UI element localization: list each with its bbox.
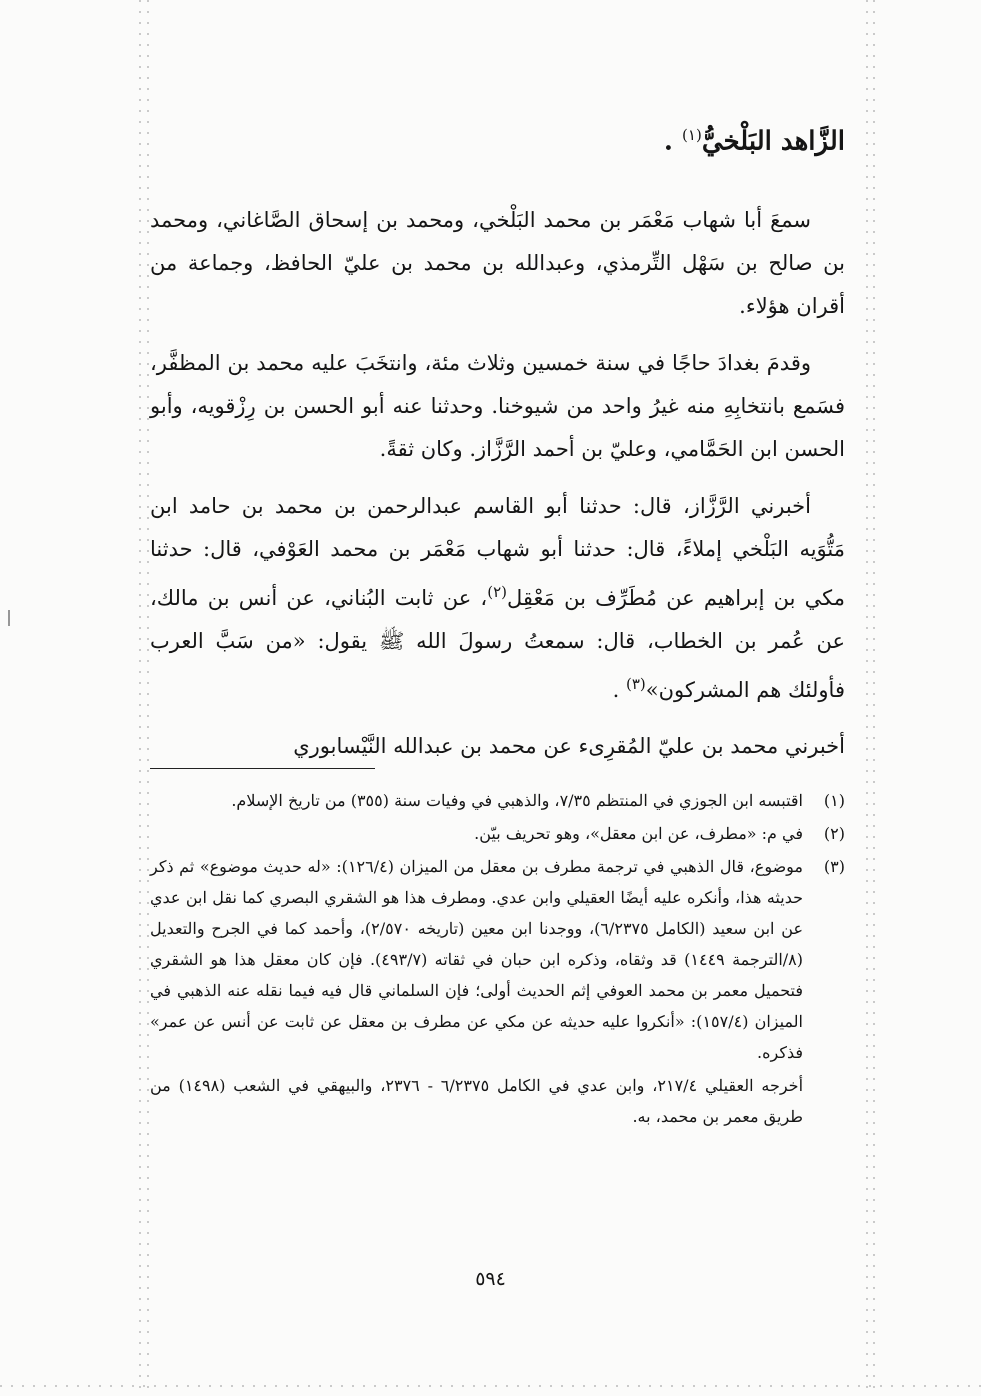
heading-tail: . <box>663 126 683 157</box>
book-page <box>150 118 845 1132</box>
catchword-line: أخبرني محمد بن عليّ المُقرِىء عن محمد بن عبدالله النَّيْسابوري <box>293 733 845 758</box>
footnotes <box>150 785 845 1132</box>
page-number: ٥٩٤ <box>475 1268 506 1290</box>
footnote-ref-2: (٢) <box>487 582 507 601</box>
footnote-separator-rule <box>150 768 375 769</box>
paragraph-3-part-3: . <box>612 677 626 702</box>
footnote-number: (٣) <box>823 856 845 876</box>
footnote-2 <box>150 818 845 849</box>
heading-footnote-ref: (١) <box>682 126 702 144</box>
footnote-text: موضوع، قال الذهبي في ترجمة مطرف بن معقل من الميزان (١٢٦/٤): «له حديث موضوع» ثم ذكر حديثه هذا، وأنكره عليه أيضًا العقيلي وابن عدي. ومطرف هذا هو الشقري البصري كما نقل ابن عدي عن ابن سعيد (الكامل ٦/٢٣٧٥)، ووجدنا ابن معين (تاريخه ٢/٥٧٠)، وأحمد كما في الجرح والتعديل (٨/الترجمة ١٤٤٩) قد وثقاه، وذكره ابن حبان في ثقاته (٤٩٣/٧). فإن كان معقل هذا هو الشقري فتحميل معمر بن محمد العوفي إثم الحديث أولى؛ فإن السلماني قال فيه فيما نقله عنه الذهبي في الميزان (١٥٧/٤): «أنكروا عليه حديثه عن مكي عن مطرف بن معقل عن ثابت عن أنس عن عمر» فذكره. <box>150 856 804 1062</box>
paragraph-3 <box>150 485 845 712</box>
footnote-3-continuation: أخرجه العقيلي ٢١٧/٤، وابن عدي في الكامل ٦/٢٣٧٥ - ٢٣٧٦، والبيهقي في الشعب (١٤٩٨) من طريق معمر بن محمد، به. <box>150 1075 804 1126</box>
footnote-1 <box>150 785 845 816</box>
footnote-text: اقتبسه ابن الجوزي في المنتظم ٧/٣٥، والذهبي في وفيات سنة (٣٥٥) من تاريخ الإسلام. <box>231 790 803 810</box>
paragraph-1: سمعَ أبا شهاب مَعْمَر بن محمد البَلْخي، ومحمد بن إسحاق الصَّاغاني، ومحمد بن صالح بن سَهْل التِّرمذي، وعبدالله بن محمد بن عليّ الحافظ، وجماعة من أقران هؤلاء. <box>150 207 845 318</box>
footnote-number: (٢) <box>823 823 845 843</box>
paragraph-3-part-2: ، عن ثابت البُناني، عن أنس بن مالك، عن عُمر بن الخطاب، قال: سمعتُ رسولَ الله ﷺ يقول: «من سَبَّ العرب فأولئك هم المشركون» <box>150 585 845 702</box>
heading-title: الزَّاهد البَلْخيُّ <box>701 126 845 157</box>
footnote-text: في م: «مطرف، عن ابن معقل»، وهو تحريف بيّن. <box>474 823 803 843</box>
footnote-number: (١) <box>823 790 845 810</box>
entry-heading <box>150 126 845 157</box>
footnote-3 <box>150 851 845 1068</box>
paragraph-3-part-1: أخبرني الرَّزَّاز، قال: حدثنا أبو القاسم عبدالرحمن بن محمد بن حامد ابن مَتُّوَيه البَلْخي إملاءً، قال: حدثنا أبو شهاب مَعْمَر بن محمد العَوْفي، قال: حدثنا مكي بن إبراهيم عن مُطَرِّف بن مَعْقِل <box>150 493 845 610</box>
paragraph-2: وقدمَ بغدادَ حاجًا في سنة خمسين وثلاث مئة، وانتخَبَ عليه محمد بن المظفَّر، فسَمع بانتخابِهِ منه غيرُ واحد من شيوخنا. وحدثنا عنه أبو الحسن بن رِزْقويه، وأبو الحسن ابن الحَمَّامي، وعليّ بن أحمد الرَّزَّاز. وكان ثقةً. <box>150 350 845 461</box>
footnote-ref-3: (٣) <box>625 674 646 693</box>
